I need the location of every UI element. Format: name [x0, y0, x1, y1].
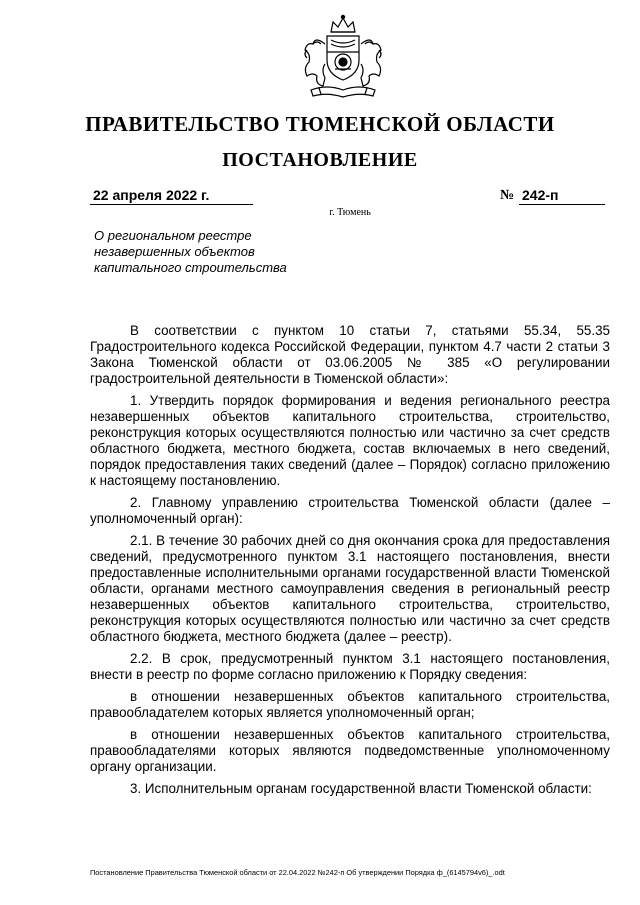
paragraph-2-2-item-2: в отношении незавершенных объектов капитального строительства, правообладателями которых являются подведомственные уполномоченному органу организации. — [90, 727, 610, 774]
document-subject — [94, 228, 394, 276]
paragraph-preamble: В соответствии с пунктом 10 статьи 7, статьями 55.34, 55.35 Градостроительного кодекса Российской Федерации, пунктом 4.7 части 2 статьи 3 Закона Тюменской области от 03.06.2005 № 385 «О регулировании градостроительной деятельности в Тюменской области»: — [90, 323, 610, 386]
city-name: г. Тюмень — [329, 207, 371, 218]
government-title: ПРАВИТЕЛЬСТВО ТЮМЕНСКОЙ ОБЛАСТИ — [85, 112, 555, 136]
document-date: 22 апреля 2022 г. — [90, 187, 253, 205]
paragraph-2-2-item-1: в отношении незавершенных объектов капитального строительства, правообладателем которых является уполномоченный орган; — [90, 689, 610, 720]
subject-line: О региональном реестре — [94, 228, 252, 243]
coat-of-arms-emblem-icon — [293, 14, 393, 100]
paragraph-2-2: 2.2. В срок, предусмотренный пунктом 3.1 настоящего постановления, внести в реестр по форме согласно приложению к Порядку сведения: — [90, 651, 610, 682]
subject-line: капитального строительства — [94, 260, 287, 275]
paragraph-2: 2. Главному управлению строительства Тюменской области (далее – уполномоченный орган): — [90, 495, 610, 526]
document-number: 242-п — [519, 187, 605, 205]
document-body — [90, 323, 610, 803]
paragraph-2-1: 2.1. В течение 30 рабочих дней со дня окончания срока для предоставления сведений, предусмотренного пунктом 3.1 настоящего постановления, внести предоставленные исполнительными органами государственной власти Тюменской области, органами местного самоуправления сведения в региональный реестр незавершенных объектов капитального строительства, строительство, реконструкция которых осуществляются полностью или частично за счет средств областного бюджета, местного бюджета (далее – реестр). — [90, 533, 610, 644]
page-footer: Постановление Правительства Тюменской области от 22.04.2022 №242-п Об утверждении Порядка ф_(6145794v6)_.odt — [90, 868, 505, 877]
number-sign: № — [500, 188, 515, 203]
paragraph-1: 1. Утвердить порядок формирования и ведения регионального реестра незавершенных объектов капитального строительства, строительство, реконструкция которых осуществляются полностью или частично за счет средств областного бюджета, местного бюджета, состав включаемых в него сведений, порядок предоставления таких сведений (далее – Порядок) согласно приложению к настоящему постановлению. — [90, 393, 610, 488]
subject-line: незавершенных объектов — [94, 244, 255, 259]
document-type-title: ПОСТАНОВЛЕНИЕ — [222, 149, 418, 171]
paragraph-3: 3. Исполнительным органам государственной власти Тюменской области: — [130, 781, 592, 796]
